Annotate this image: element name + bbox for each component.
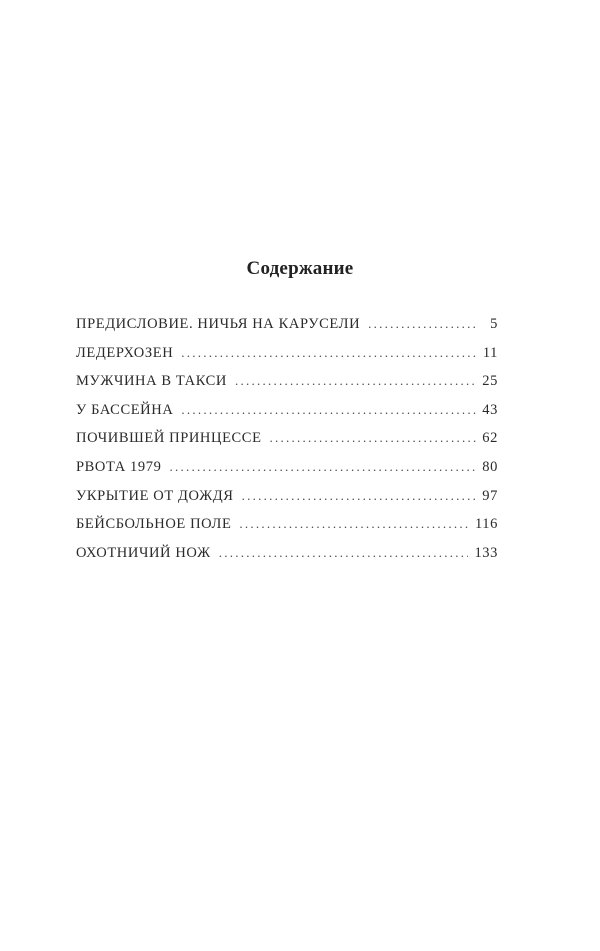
dot-leader [235,373,476,389]
toc-entry-title: МУЖЧИНА В ТАКСИ [76,373,227,390]
toc-entry[interactable] [76,373,498,402]
toc-entry-page-number: 43 [482,401,498,418]
toc-entry-title: ПОЧИВШЕЙ ПРИНЦЕССЕ [76,430,262,447]
toc-entry-page-number: 62 [482,430,498,447]
toc-entry-title: ОХОТНИЧИЙ НОЖ [76,544,211,561]
toc-entry-page-number: 116 [474,516,498,533]
toc-entry-page-number: 80 [482,458,498,475]
dot-leader [219,545,469,561]
dot-leader [239,516,469,532]
toc-entry-title: УКРЫТИЕ ОТ ДОЖДЯ [76,487,234,504]
table-of-contents [76,316,498,573]
toc-entry-page-number: 133 [474,544,498,561]
toc-entry-title: РВОТА 1979 [76,458,162,475]
toc-entry-title: У БАССЕЙНА [76,401,174,418]
toc-entry[interactable] [76,459,498,488]
toc-entry[interactable] [76,316,498,345]
toc-entry-page-number: 11 [482,344,498,361]
toc-entry-page-number: 25 [482,373,498,390]
toc-entry[interactable] [76,516,498,545]
toc-entry-title: БЕЙСБОЛЬНОЕ ПОЛЕ [76,516,232,533]
toc-entry-title: ЛЕДЕРХОЗЕН [76,344,174,361]
dot-leader [169,459,476,475]
toc-entry[interactable] [76,488,498,517]
toc-entry[interactable] [76,402,498,431]
toc-entry-page-number: 5 [490,316,498,332]
toc-entry[interactable] [76,345,498,374]
toc-entry[interactable] [76,430,498,459]
dot-leader [270,430,476,446]
toc-entry-title: ПРЕДИСЛОВИЕ. НИЧЬЯ НА КАРУСЕЛИ [76,316,361,332]
toc-entry[interactable] [76,545,498,574]
dot-leader [368,316,476,332]
page-title: Содержание [246,258,354,279]
dot-leader [181,345,476,361]
toc-entry-page-number: 97 [482,487,498,504]
dot-leader [181,402,476,418]
dot-leader [242,488,476,504]
